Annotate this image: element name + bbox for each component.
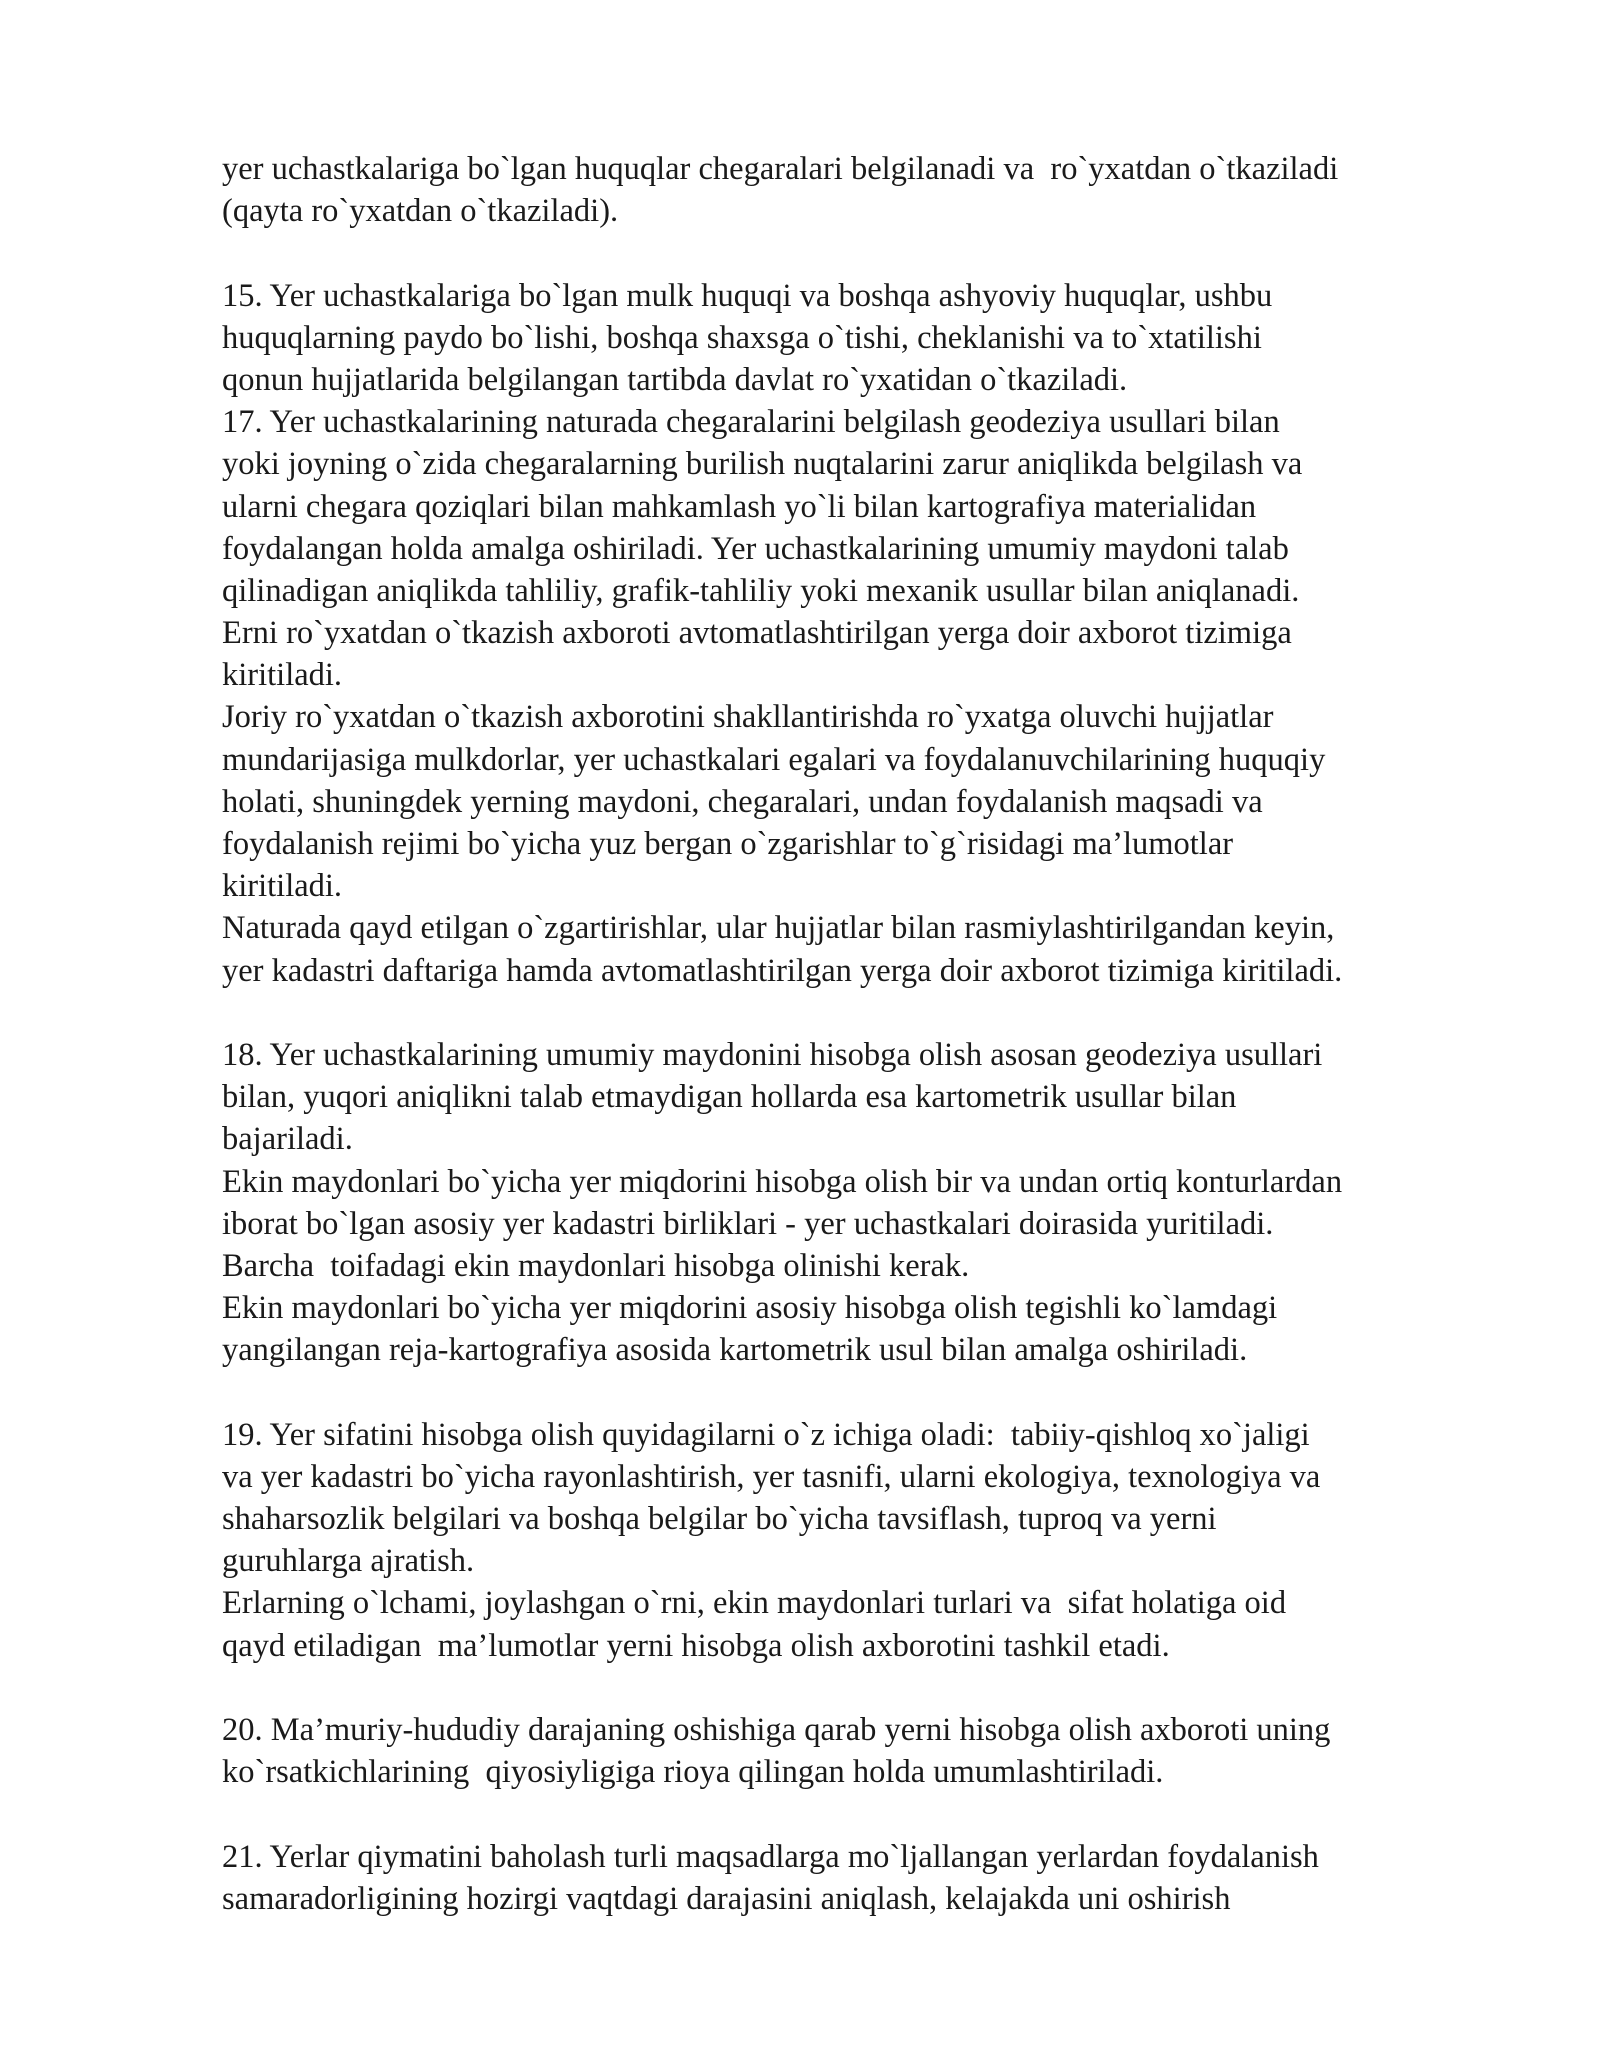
text-line: holati, shuningdek yerning maydoni, chegaralari, undan foydalanish maqsadi va <box>222 783 1263 820</box>
text-line: foydalangan holda amalga oshiriladi. Yer uchastkalarining umumiy maydoni talab <box>222 530 1289 567</box>
text-line: 20. Ma’muriy-hududiy darajaning oshishiga qarab yerni hisobga olish axboroti uning <box>222 1711 1331 1748</box>
text-line: 19. Yer sifatini hisobga olish quyidagilarni o`z ichiga oladi: tabiiy-qishloq xo`jaligi <box>222 1416 1310 1453</box>
text-line: qayd etiladigan ma’lumotlar yerni hisobga olish axborotini tashkil etadi. <box>222 1627 1170 1664</box>
text-line: 18. Yer uchastkalarining umumiy maydonini hisobga olish asosan geodeziya usullari <box>222 1036 1323 1073</box>
text-line: kiritiladi. <box>222 868 343 905</box>
text-line: yer uchastkalariga bo`lgan huquqlar chegaralari belgilanadi va ro`yxatdan o`tkaziladi <box>222 151 1339 187</box>
text-line: mundarijasiga mulkdorlar, yer uchastkalari egalari va foydalanuvchilarining huquqiy <box>222 741 1326 778</box>
paragraph-spacer <box>222 232 1512 274</box>
text-line: 21. Yerlar qiymatini baholash turli maqsadlarga mo`ljallangan yerlardan foydalanish <box>222 1838 1319 1875</box>
text-line: Joriy ro`yxatdan o`tkazish axborotini shakllantirishda ro`yxatga oluvchi hujjatlar <box>222 699 1274 736</box>
text-line: kiritiladi. <box>222 657 343 694</box>
text-line: shaharsozlik belgilari va boshqa belgilar bo`yicha tavsiflash, tuproq va yerni <box>222 1501 1217 1537</box>
text-line: qonun hujjatlarida belgilangan tartibda davlat ro`yxatidan o`tkaziladi. <box>222 361 1128 398</box>
text-line: bilan, yuqori aniqlikni talab etmaydigan hollarda esa kartometrik usullar bilan <box>222 1079 1237 1116</box>
text-line: bajariladi. <box>222 1121 353 1158</box>
text-line: Naturada qayd etilgan o`zgartirishlar, ular hujjatlar bilan rasmiylashtirilgandan keyin, <box>222 910 1335 947</box>
text-line: huquqlarning paydo bo`lishi, boshqa shaxsga o`tishi, cheklanishi va to`xtatilishi <box>222 319 1262 356</box>
text-line: 17. Yer uchastkalarining naturada chegaralarini belgilash geodeziya usullari bilan <box>222 404 1280 441</box>
text-line: Ekin maydonlari bo`yicha yer miqdorini hisobga olish bir va undan ortiq konturlardan <box>222 1163 1343 1200</box>
text-line: Barcha toifadagi ekin maydonlari hisobga olinishi kerak. <box>222 1247 970 1284</box>
paragraph-spacer <box>222 1371 1512 1413</box>
text-line: yer kadastri daftariga hamda avtomatlashtirilgan yerga doir axborot tizimiga kiritiladi. <box>222 952 1343 989</box>
text-line: samaradorligining hozirgi vaqtdagi darajasini aniqlash, kelajakda uni oshirish <box>222 1880 1231 1917</box>
text-line: guruhlarga ajratish. <box>222 1543 475 1580</box>
text-line: Ekin maydonlari bo`yicha yer miqdorini asosiy hisobga olish tegishli ko`lamdagi <box>222 1290 1278 1327</box>
text-line: (qayta ro`yxatdan o`tkaziladi). <box>222 193 619 230</box>
text-line: ko`rsatkichlarining qiyosiyligiga rioya qilingan holda umumlashtiriladi. <box>222 1754 1164 1791</box>
text-line: ularni chegara qoziqlari bilan mahkamlash yo`li bilan kartografiya materialidan <box>222 488 1257 525</box>
text-line: va yer kadastri bo`yicha rayonlashtirish, yer tasnifi, ularni ekologiya, texnologiya va <box>222 1458 1321 1495</box>
text-line: foydalanish rejimi bo`yicha yuz bergan o`zgarishlar to`g`risidagi ma’lumotlar <box>222 826 1234 862</box>
text-line: yangilangan reja-kartografiya asosida kartometrik usul bilan amalga oshiriladi. <box>222 1332 1248 1369</box>
text-line: iborat bo`lgan asosiy yer kadastri birliklari - yer uchastkalari doirasida yuritiladi. <box>222 1205 1274 1242</box>
document-body <box>222 148 1512 1920</box>
text-line: qilinadigan aniqlikda tahliliy, grafik-tahliliy yoki mexanik usullar bilan aniqlanadi. <box>222 572 1300 609</box>
paragraph-spacer <box>222 1793 1512 1835</box>
paragraph-spacer <box>222 1667 1512 1709</box>
text-line: Erlarning o`lchami, joylashgan o`rni, ekin maydonlari turlari va sifat holatiga oid <box>222 1585 1287 1622</box>
text-line: 15. Yer uchastkalariga bo`lgan mulk huquqi va boshqa ashyoviy huquqlar, ushbu <box>222 277 1273 314</box>
text-line: yoki joyning o`zida chegaralarning burilish nuqtalarini zarur aniqlikda belgilash va <box>222 446 1303 483</box>
paragraph-spacer <box>222 992 1512 1034</box>
text-line: Erni ro`yxatdan o`tkazish axboroti avtomatlashtirilgan yerga doir axborot tizimiga <box>222 615 1292 652</box>
